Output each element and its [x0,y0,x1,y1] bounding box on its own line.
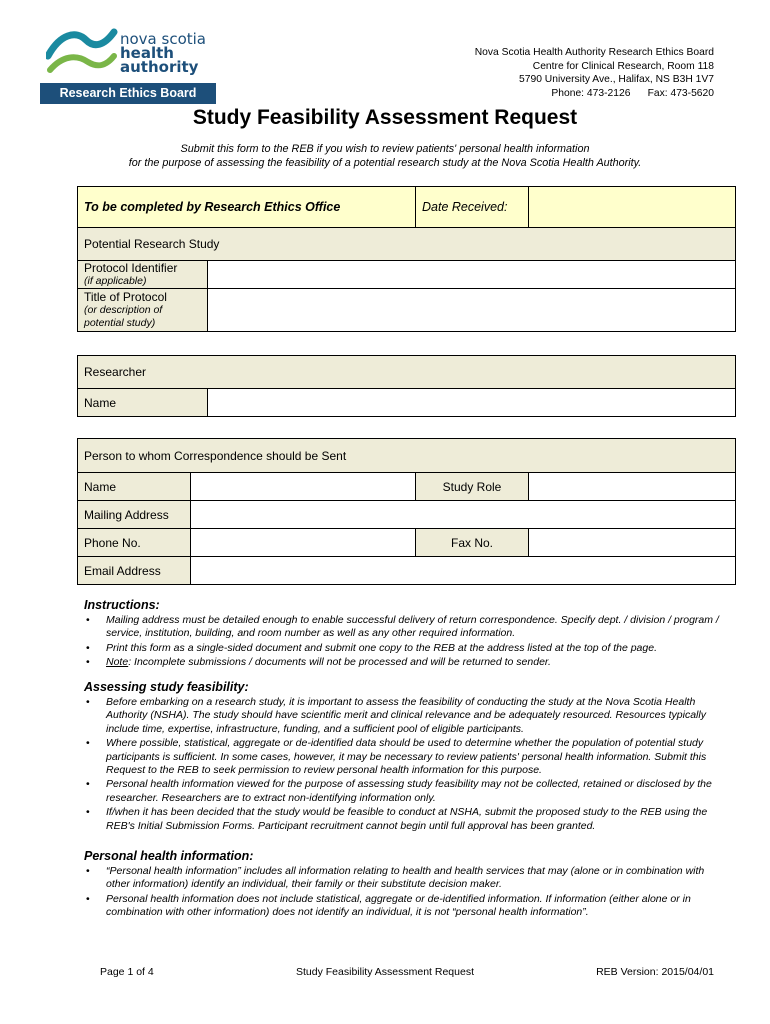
nsha-logo [40,22,216,104]
protocol-label: Protocol Identifier [84,260,178,275]
subtitle-line: Submit this form to the REB if you wish to review patients' personal health information [180,143,590,155]
phone-field[interactable] [191,529,416,557]
instruction-text: : Incomplete submissions / documents will not be processed and will be returned to sender. [128,656,551,669]
address-line: Phone: 473-2126 Fax: 473-5620 [551,87,714,99]
page-number: Page 1 of 4 [100,966,154,978]
assessing-text: If/when it has been decided that the study would be feasible to conduct at NSHA, submit the proposed study to the REB using the REB's Initial Submission Forms. Participant recruitment cannot begin until full approval has been granted. [106,806,708,832]
list-item [84,806,724,833]
reb-address [384,46,714,100]
assessing-text: Personal health information viewed for the purpose of assessing study feasibility may not be collected, retained or disclosed by the researcher. Researchers are to extract non-identifying information only. [106,778,712,804]
list-item [84,642,724,655]
list-item [84,865,724,892]
study-section-heading: Potential Research Study [78,228,736,261]
bullet-icon: • [86,696,90,708]
fax-field[interactable] [529,529,736,557]
study-role-label: Study Role [416,473,529,501]
researcher-name-field[interactable] [208,389,736,417]
subtitle-line: for the purpose of assessing the feasibility of a potential research study at the Nova Scotia Health Authority. [128,157,642,169]
footer-doc-title: Study Feasibility Assessment Request [296,966,474,978]
phi-heading: Personal health information: [84,849,254,863]
org-name-line1: nova scotia [120,30,207,48]
phone-label: Phone No. [78,529,191,557]
phi-section [84,849,724,921]
list-item [84,893,724,920]
researcher-table [77,355,736,417]
note-label: Note [106,656,129,669]
assessing-text: Before embarking on a research study, it is important to assess the feasibility of conducting the study at the Nova Scotia Health Authority (NSHA). The study should have scientific merit and clinical relevance and be adequately resourced. Resources typically include time, expertise, infrastructure, funding, and a sufficient pool of eligible participants. [106,696,706,735]
list-item [84,696,724,736]
bullet-icon: • [86,892,90,905]
page-title: Study Feasibility Assessment Request [192,106,578,129]
list-item [84,656,724,669]
protocol-identifier-field[interactable] [208,261,736,289]
correspondence-table [77,438,736,585]
researcher-name-label: Name [78,389,208,417]
bullet-icon: • [86,641,90,654]
list-item [84,614,724,641]
title-label: Title of Protocol [84,289,167,304]
mailing-address-field[interactable] [191,501,736,529]
assessing-text: Where possible, statistical, aggregate or de-identified data should be used to determine whether the population of potential study participants is sufficient. In some cases, however, it may be necessary to review patients' personal health information. Submit this Request to the REB to seek permission to review personal health information for this purpose. [106,737,707,777]
bullet-icon: • [86,656,90,669]
contact-name-label: Name [78,473,191,501]
date-received-field[interactable] [529,187,736,228]
bullet-icon: • [86,806,90,819]
office-use-label: To be completed by Research Ethics Office [78,187,416,228]
instruction-text: Mailing address must be detailed enough to enable successful delivery of return correspondence. Specify dept. / division / program / service, institution, building, and room number as well as any other required information. [106,614,719,640]
address-line: 5790 University Ave., Halifax, NS B3H 1V7 [519,74,714,85]
study-table [77,186,736,332]
study-role-field[interactable] [529,473,736,501]
reb-banner: Research Ethics Board [40,83,216,104]
wave-logo-icon [46,26,118,78]
contact-name-field[interactable] [191,473,416,501]
protocol-title-label [78,289,208,332]
address-line: Centre for Clinical Research, Room 118 [532,60,714,72]
org-name [120,32,216,74]
assessing-heading: Assessing study feasibility: [84,680,249,694]
instructions-section [84,598,724,671]
address-line: Nova Scotia Health Authority Research Ethics Board [474,47,714,58]
page-subtitle [0,142,770,170]
protocol-note: (if applicable) [84,274,147,287]
title-note: (or description of potential study) [84,303,163,329]
bullet-icon: • [86,778,90,791]
org-name-line2: health authority [120,44,199,76]
protocol-title-field[interactable] [208,289,736,332]
phi-text: “Personal health information” includes all information relating to health and health services that may (alone or in combination with other information) identify an individual, their family or their substitute decision maker. [106,865,705,891]
mailing-address-label: Mailing Address [78,501,191,529]
phi-text: Personal health information does not include statistical, aggregate or de-identified information. If information (either alone or in combination with other information) does not identify an individual, it is not “personal health information”. [106,892,691,919]
bullet-icon: • [86,737,90,750]
fax-label: Fax No. [416,529,529,557]
email-field[interactable] [191,557,736,585]
email-label: Email Address [78,557,191,585]
instructions-heading: Instructions: [84,598,160,612]
protocol-identifier-label [78,261,208,289]
instruction-text: Print this form as a single-sided document and submit one copy to the REB at the address listed at the top of the page. [106,641,657,654]
bullet-icon: • [86,614,90,626]
list-item [84,737,724,777]
bullet-icon: • [86,865,90,877]
correspondence-section-heading: Person to whom Correspondence should be Sent [78,439,736,473]
date-received-label: Date Received: [416,187,529,228]
researcher-section-heading: Researcher [78,356,736,389]
assessing-section [84,680,724,834]
list-item [84,778,724,805]
footer-version: REB Version: 2015/04/01 [596,966,714,978]
